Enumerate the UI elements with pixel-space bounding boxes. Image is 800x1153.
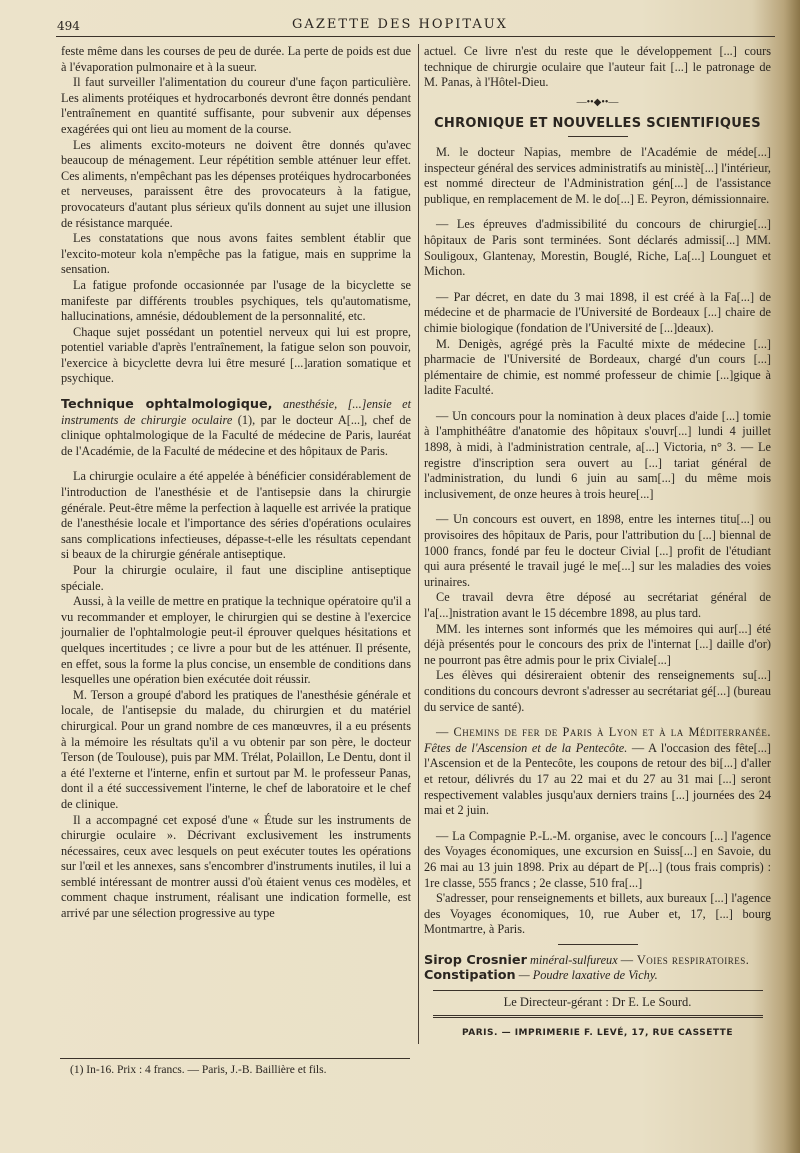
- ad-subtitle: minéral-sulfureux: [530, 952, 618, 967]
- paragraph: Aussi, à la veille de mettre en pratique la technique opératoire qu'il a vu recommander et employer, le chirurgien qui se destine à l'exercice journalier de l'ophtalmologie peut-il éprouver quelques hésitations et quelques incertitudes ; ce livre a pour but de les atténuer. Il présente, en effet, sous la forme la plus concise, un ensemble de conditions dans lesquelles une opération bien exécutée doit réussir.: [61, 594, 411, 687]
- double-rule: [433, 1015, 763, 1018]
- news-item: — Les épreuves d'admissibilité du concours de chirurgie[...] hôpitaux de Paris sont terminées. Sont déclarés admissi[...] MM. Souligoux, Glantenay, Morestin, Bouglé, Riche, La[...] Lounguet et Michon.: [424, 217, 771, 279]
- advertisement: [424, 968, 771, 984]
- review-subtitle: anesthésie, [...]ensie et instruments de chirurgie oculaire: [61, 397, 411, 427]
- news-item: — Un concours est ouvert, en 1898, entre les internes titu[...] ou provisoires des hôpitaux de Paris, pour l'attribution du [...] biennal de 1000 francs, fondé par feu le docteur Civial [...] profit de l'étudiant qui aura présenté le travail jugé le me[...] sur les maladies des voies urinaires.: [424, 512, 771, 589]
- ad-title: Constipation: [424, 968, 516, 984]
- left-column: [61, 44, 411, 922]
- page-number: 494: [57, 19, 80, 33]
- news-item: M. le docteur Napias, membre de l'Académie de méde[...] inspecteur général des services administratifs au ministè[...] l'intérieur, est nommé directeur de l'Administration gén[...] de l'assistance publique, en remplacement de M. le do[...] E. Peyron, démissionnaire.: [424, 144, 771, 206]
- ads-rule: [558, 944, 638, 945]
- paragraph: feste même dans les courses de peu de durée. La perte de poids est due à l'évaporation pulmonaire et à la sueur.: [61, 44, 411, 74]
- paragraph: Chaque sujet possédant un potentiel nerveux qui lui est propre, potentiel variable d'après l'entraînement, la fatigue selon son pouvoir, l'exercice à bicyclette devra lui être mesuré [...]aration somatique et psychique.: [61, 324, 411, 386]
- footnote: (1) In-16. Prix : 4 francs. — Paris, J.-B. Baillière et fils.: [70, 1064, 327, 1076]
- footnote-rule: [60, 1058, 410, 1059]
- news-item: — La Compagnie P.-L.-M. organise, avec le concours [...] l'agence des Voyages économiques, une excursion en Suiss[...] en Savoie, du 26 mai au 13 juin 1898. Prix au départ de P[...] (tous frais compris) : 1re classe, 555 francs ; 2e classe, 510 fra[...]: [424, 828, 771, 890]
- book-review-heading: [61, 397, 411, 459]
- running-title: GAZETTE DES HOPITAUX: [292, 17, 508, 32]
- paragraph: actuel. Ce livre n'est du reste que le développement [...] cours technique de chirurgie oculaire que l'auteur fait [...] le patronage de M. Panas, à l'Hôtel-Dieu.: [424, 44, 771, 90]
- news-item: MM. les internes sont informés que les mémoires qui aur[...] été déjà présentés pour le concours des prix de l'internat [...] daille d'or) ne pourront pas être admis pour le prix Civiale[...]: [424, 621, 771, 667]
- printer-line: PARIS. — IMPRIMERIE F. LEVÉ, 17, RUE CASSETTE: [462, 1027, 733, 1038]
- news-item: M. Denigès, agrégé près la Faculté mixte de médecine [...] pharmacie de l'Université de Bordeaux, chargé d'un cours [...] plémentaire de chimie, est nommé professeur de chimie [...]gique à ladite Faculté.: [424, 336, 771, 398]
- news-item: — Un concours pour la nomination à deux places d'aide [...] tomie à l'amphithéâtre d'anatomie des hôpitaux s'ouvr[...] lundi 4 juillet 1898, à midi, à l'administration centrale, a[...] Victoria, n° 3. — Le registre d'inscription sera ouvert au [...] tariat général de l'administration, du lundi 6 juin au sam[...] du même mois inclusivement, de onze heures à trois heure[...]: [424, 408, 771, 501]
- paragraph: La fatigue profonde occasionnée par l'usage de la bicyclette se manifeste par différents troubles psychiques, tels qu'automatisme, hallucinations, amnésie, dédoublement de la personnalité, etc.: [61, 277, 411, 324]
- ornament-divider: —••◆••—: [576, 96, 619, 108]
- director-rule: [433, 990, 763, 991]
- news-item: — Par décret, en date du 3 mai 1898, il est créé à la Fa[...] de médecine et de pharmacie de l'Université de Bordeaux [...] chaire de chimie biologique (fondation de l'Université de [...]deaux).: [424, 289, 771, 335]
- paragraph: La chirurgie oculaire a été appelée à bénéficier considérablement de l'introduction de l'anesthésie et de l'antisepsie dans la chirurgie générale. Peut-être même la perfection à laquelle est arrivée la pratique de l'anesthésie locale et l'importance des séries d'opérations oculaires sans complications infectieuses, dépasse-t-elle les résultats cependant si beaux de la chirurgie générale antiseptique.: [61, 469, 411, 562]
- news-item: Ce travail devra être déposé au secrétariat général de l'a[...]nistration avant le 15 décembre 1898, au plus tard.: [424, 590, 771, 620]
- director-line: Le Directeur-gérant : Dr E. Le Sourd.: [503, 995, 692, 1010]
- ad-subtitle: — Poudre laxative de Vichy.: [518, 968, 658, 983]
- news-item: [424, 725, 771, 819]
- section-rule: [568, 136, 628, 137]
- header-rule: [56, 36, 775, 37]
- review-details: (1), par le docteur A[...], chef de clinique ophtalmologique de la Faculté de médecine de Paris, lauréat de l'Académie, de la Faculté de médecine et des hôpitaux de Paris.: [61, 412, 411, 458]
- right-column: [424, 44, 771, 1041]
- paragraph: M. Terson a groupé d'abord les pratiques de l'anesthésie générale et locale, de l'antisepsie du malade, du chirurgien et du matériel chirurgical. Pour un grand nombre de ces manœuvres, il a eu présents à la mémoire les résultats qu'il a vu obtenir par son père, le docteur Terson (de Toulouse), puis par MM. Trélat, Polaillon, Le Dentu, dont il a été l'externe et l'interne, enfin et surtout par M. le professeur Panas, dont il a été successivement l'interne, le chef de laboratoire et le chef de clinique.: [61, 687, 411, 811]
- ad-note: — Voies respiratoires.: [620, 952, 750, 967]
- paragraph: Il faut surveiller l'alimentation du coureur d'une façon particulière. Les aliments protéiques et hydrocarbonés devront être donnés pendant l'entraînement en quantité suffisante, pour subvenir aux dépenses exagérées qui ont lieu au moment de la course.: [61, 75, 411, 136]
- railway-subheading: Fêtes de l'Ascension et de la Pentecôte.: [424, 740, 628, 755]
- section-title: CHRONIQUE ET NOUVELLES SCIENTIFIQUES: [434, 116, 761, 132]
- news-item: Les élèves qui désireraient obtenir des renseignements su[...] conditions du concours devront s'adresser au secrétariat gé[...] (bureau du service de santé).: [424, 668, 771, 714]
- railway-heading: — Chemins de fer de Paris à Lyon et à la Méditerranée.: [436, 725, 771, 740]
- paragraph: Les aliments excito-moteurs ne doivent être donnés qu'avec beaucoup de ménagement. Leur répétition semble atténuer leur effet. Ces aliments, n'empêchant pas les dépenses protéiques hydrocarbonées et nerveuses, paraissent être des provocateurs à la fatigue, provocateurs d'autant plus sérieux qu'ils donnent au sujet une illusion de résistance marquée.: [61, 137, 411, 230]
- advertisement: [424, 953, 771, 969]
- paragraph: Les constatations que nous avons faites semblent établir que l'excito-moteur kola n'empêche pas la fatigue, mais en supprime la sensation.: [61, 231, 411, 277]
- news-item: S'adresser, pour renseignements et billets, aux bureaux [...] l'agence des Voyages économiques, 10, rue Auber et, 17, [...] bourg Montmartre, à Paris.: [424, 891, 771, 937]
- ad-title: Sirop Crosnier: [424, 952, 527, 968]
- paragraph: Il a accompagné cet exposé d'une « Étude sur les instruments de chirurgie oculaire ». Décrivant exclusivement les instruments nécessaires, ceux avec lesquels on peut exécuter toutes les opérations sur l'œil et les annexes, sans s'encombrer d'instruments inutiles, il lui a semblé intéressant de montrer aussi d'où étaient venus ces modèles, et comment chaque instrument, réalisant une indication formelle, est arrivé par une sélection progressive au type: [61, 812, 411, 921]
- review-title: Technique ophtalmologique,: [61, 397, 273, 413]
- column-divider: [418, 44, 419, 1044]
- paragraph: Pour la chirurgie oculaire, il faut une discipline antiseptique spéciale.: [61, 563, 411, 593]
- railway-text: — A l'occasion des fête[...] l'Ascension et de la Pentecôte, les coupons de retour des bi[...] d'aller et retour, délivrés du 17 au 22 mai et du 27 au 31 mai [...] seront respectivement valables jusqu'aux derniers trains [...] journées des 24 mai et 2 juin.: [424, 740, 771, 818]
